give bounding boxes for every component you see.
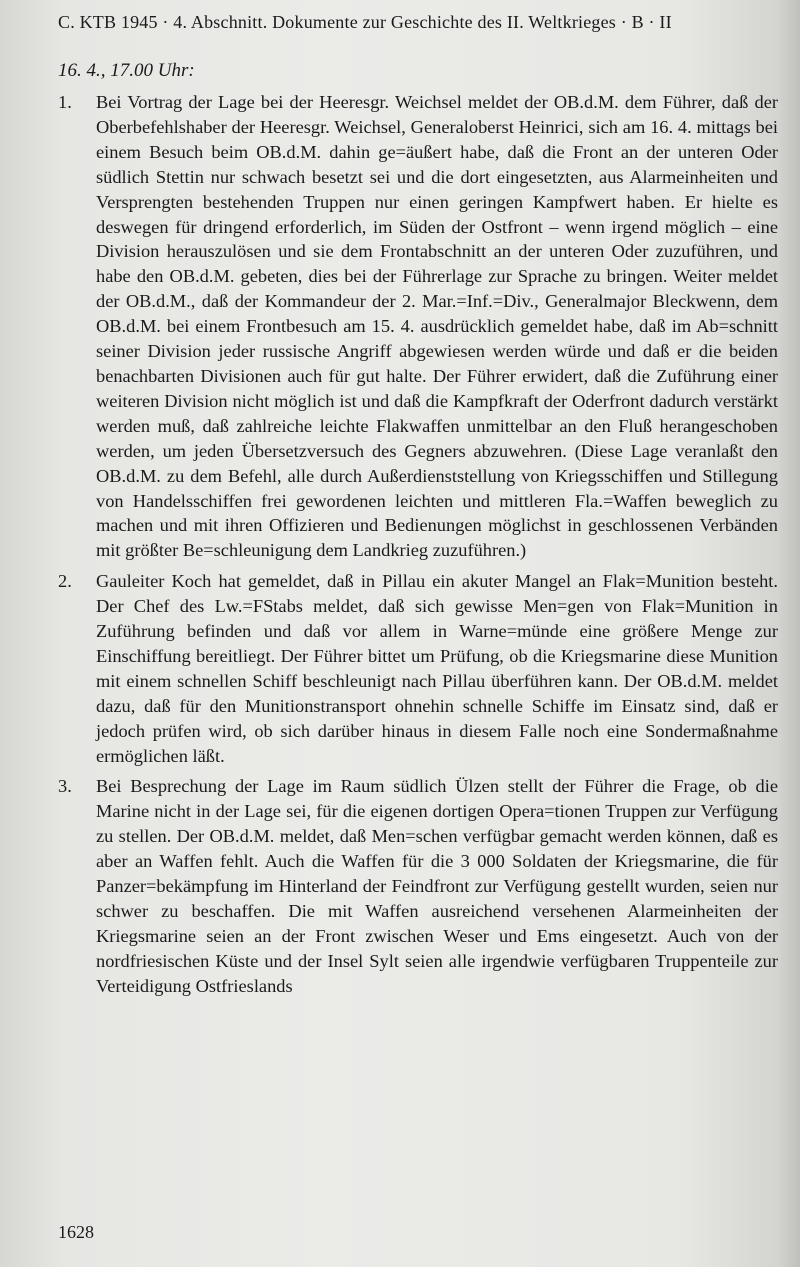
list-item [58,90,778,563]
entry-timestamp: 16. 4., 17.00 Uhr: [58,60,195,81]
document-body [58,90,778,999]
item-number: 3. [58,776,72,797]
page-number: 1628 [58,1222,94,1242]
item-text: Bei Besprechung der Lage im Raum südlich Ülzen stellt der Führer die Frage, ob die Marine nicht in der Lage sei, für die eigenen dortigen Opera=tionen Truppen zur Verfügung zu stellen. Der OB.d.M. meldet, daß Men=schen verfügbar gemacht werden können, daß es aber an Waffen fehlt. Auch die Waffen für die 3 000 Soldaten der Kriegsmarine, die für Panzer=bekämpfung im Hinterland der Feindfront zur Verfügung gestellt wurden, seien nur schwer zu beschaffen. Die mit Waffen ausreichend versehenen Alarmeinheiten der Kriegsmarine seien an der Front zwischen Weser und Ems eingesetzt. Auch von der nordfriesischen Küste und der Insel Sylt seien alle irgendwie verfügbaren Truppenteile zur Verteidigung Ostfrieslands [96,776,778,996]
running-head: C. KTB 1945 · 4. Abschnitt. Dokumente zur Geschichte des II. Weltkrieges · B · II [58,12,672,32]
item-text: Gauleiter Koch hat gemeldet, daß in Pillau ein akuter Mangel an Flak=Munition besteht. Der Chef des Lw.=FStabs meldet, daß sich gewisse Men=gen von Flak=Munition in Zuführung befinden und daß vor allem in Warne=münde eine größere Menge zur Einschiffung bereitliegt. Der Führer bittet um Prüfung, ob die Kriegsmarine diese Munition mit einem schnellen Schiff beschleunigt nach Pillau überführen kann. Der OB.d.M. meldet dazu, daß für den Munitionstransport ohnehin schnelle Schiffe im Einsatz sind, daß er jedoch prüfen wird, ob sich darüber hinaus in diesem Falle noch eine Sondermaßnahme ermöglichen läßt. [96,571,778,766]
page-edge-shadow [778,0,800,1267]
item-text: Bei Vortrag der Lage bei der Heeresgr. Weichsel meldet der OB.d.M. dem Führer, daß der Oberbefehlshaber der Heeresgr. Weichsel, Generaloberst Heinrici, sich am 16. 4. mittags bei einem Besuch beim OB.d.M. dahin ge=äußert habe, daß die Front an der unteren Oder südlich Stettin nur schwach besetzt sei und die dort eingesetzten, aus Alarmeinheiten und Versprengten bestehenden Truppen nur einen geringen Kampfwert haben. Er hielte es deswegen für dringend erforderlich, im Süden der Ostfront – wenn irgend möglich – eine Division herauszulösen und sie dem Frontabschnitt an der unteren Oder zuzuführen, und habe den OB.d.M. gebeten, dies bei der Führerlage zur Sprache zu bringen. Weiter meldet der OB.d.M., daß der Kommandeur der 2. Mar.=Inf.=Div., Generalmajor Bleckwenn, dem OB.d.M. bei einem Frontbesuch am 15. 4. ausdrücklich gemeldet habe, daß im Ab=schnitt seiner Division jeder russische Angriff abgewiesen werden würde und daß er die beiden benachbarten Divisionen auch für gut halte. Der Führer erwidert, daß die Zuführung einer weiteren Division nicht möglich ist und daß die Kampfkraft der Oderfront dadurch verstärkt werden muß, daß zahlreiche leichte Flakwaffen unmittelbar an den Fluß herangeschoben werden, um jeden Übersetzversuch des Gegners abzuwehren. (Diese Lage veranlaßt den OB.d.M. zu dem Befehl, alle durch Außerdienststellung von Kriegsschiffen und Stillegung von Handelsschiffen frei gewordenen leichten und mittleren Fla.=Waffen beweglich zu machen und mit ihren Offizieren und Bedienungen möglichst in geschlossenen Verbänden mit größter Be=schleunigung dem Landkrieg zuzuführen.) [96,92,778,561]
list-item [58,774,778,998]
item-number: 2. [58,571,72,592]
list-item [58,569,778,768]
item-number: 1. [58,92,72,112]
